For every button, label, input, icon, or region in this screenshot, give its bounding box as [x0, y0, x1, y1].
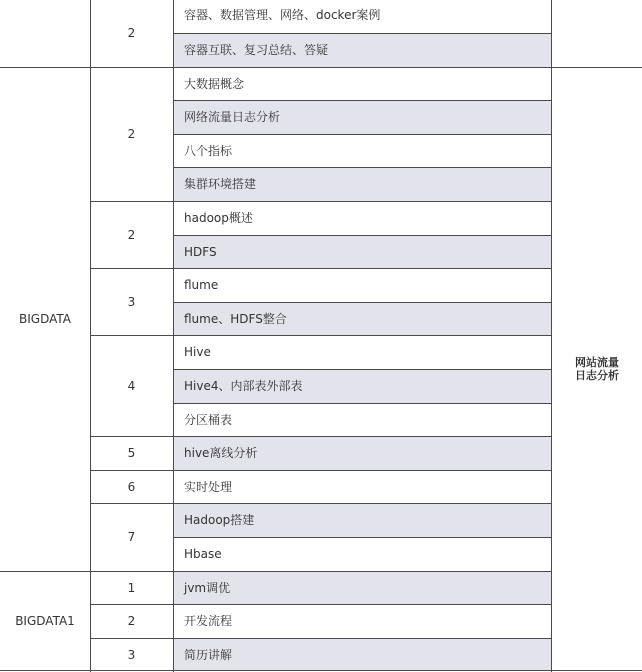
topic-cell: flume	[173, 268, 552, 302]
column-divider	[551, 0, 552, 672]
topic-cell: Hbase	[173, 537, 552, 571]
day-cell: 2	[90, 201, 173, 268]
day-cell: 3	[90, 638, 173, 672]
day-cell: 2	[127, 26, 136, 40]
topic-cell: 集群环境搭建	[173, 167, 552, 201]
project-cell-empty	[552, 0, 642, 67]
table-bottom-border	[0, 670, 642, 671]
module-cell: BIGDATA	[0, 67, 90, 571]
day-cell: 6	[90, 470, 173, 504]
topic-cell: Hadoop搭建	[173, 503, 552, 537]
topic-cell: 分区桶表	[173, 403, 552, 437]
project-cell	[552, 67, 642, 672]
topic-cell: 容器互联、复习总结、答疑	[173, 33, 552, 67]
day-cell: 2	[90, 604, 173, 638]
day-cell: 4	[90, 335, 173, 436]
topic-cell: flume、HDFS整合	[173, 302, 552, 336]
day-cell: 3	[90, 268, 173, 335]
column-divider	[90, 0, 91, 672]
day-cell: 1	[90, 571, 173, 605]
module-cell: BIGDATA1	[0, 571, 90, 672]
topic-cell: 网络流量日志分析	[173, 100, 552, 134]
topic-cell: 开发流程	[173, 604, 552, 638]
topic-cell: 八个指标	[173, 134, 552, 168]
day-cell: 5	[90, 436, 173, 470]
day-cell: 2	[90, 67, 173, 201]
topic-cell: hadoop概述	[173, 201, 552, 235]
topic-cell: 实时处理	[173, 470, 552, 504]
topic-cell: 简历讲解	[173, 638, 552, 672]
day-cell: 7	[90, 503, 173, 570]
project-label: 网站流量日志分析	[575, 356, 619, 383]
topic-cell: hive离线分析	[173, 436, 552, 470]
topic-cell: HDFS	[173, 235, 552, 269]
topic-cell: jvm调优	[173, 571, 552, 605]
topic-cell: 大数据概念	[173, 67, 552, 101]
module-cell-empty	[0, 0, 90, 67]
topic-cell: 容器、数据管理、网络、docker案例	[184, 8, 381, 23]
topic-cell: Hive	[173, 335, 552, 369]
topic-cell: Hive4、内部表外部表	[173, 369, 552, 403]
column-divider	[173, 0, 174, 672]
